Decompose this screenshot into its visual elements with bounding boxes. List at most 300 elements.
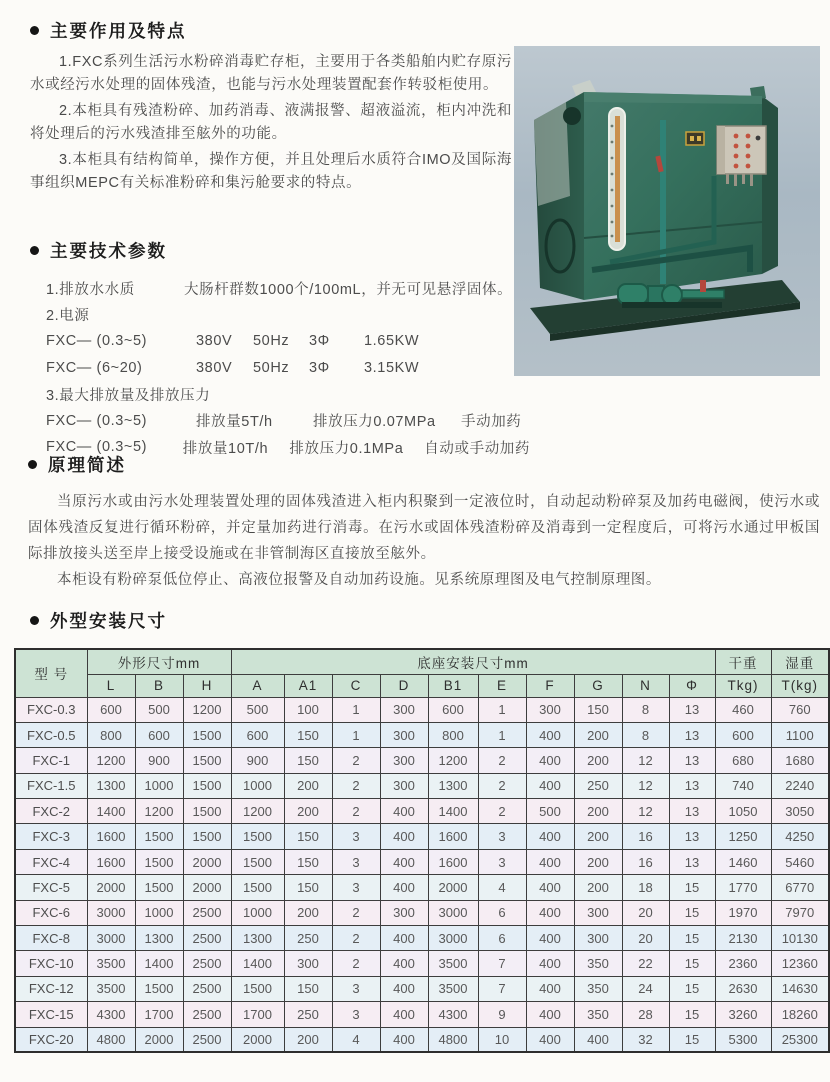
power-row [46,355,530,382]
dimension-cell: 150 [284,875,332,900]
dimension-cell: 200 [284,900,332,925]
dimension-cell: 2 [332,773,380,798]
dimension-cell: 18 [622,875,669,900]
dimension-cell: 600 [87,697,135,722]
dimension-cell: 6 [478,900,526,925]
dimension-cell: 6 [478,926,526,951]
model-code: FXC— (6~20) [46,359,143,376]
dimension-cell: 3 [332,849,380,874]
header-outer-dims: 外形尺寸mm [87,649,231,674]
dimension-cell: 1000 [135,900,183,925]
dimension-cell: 12 [622,748,669,773]
dimension-cell: 13 [669,824,715,849]
voltage-value: 380V [196,333,233,350]
dimension-cell: 2 [478,773,526,798]
header-model: 型 号 [15,649,87,697]
dimension-cell: 400 [526,1027,574,1052]
discharge-label: 3.最大排放量及排放压力 [46,387,211,404]
dimension-cell: 600 [135,722,183,747]
dimension-cell: 400 [526,849,574,874]
model-cell: FXC-20 [15,1027,87,1052]
dimension-cell: 15 [669,926,715,951]
feature-paragraph: 1.FXC系列生活污水粉碎消毒贮存柜，主要用于各类船舶内贮存原污水或经污水处理的固体残渣，也能与污水处理装置配套作转驳柜使用。 [30,54,512,93]
dimension-cell: 200 [574,748,622,773]
dimension-cell: 1400 [135,951,183,976]
water-quality-label: 1.排放水水质 [46,281,135,298]
dimension-cell: 3 [478,849,526,874]
dimension-cell: 400 [526,926,574,951]
dimension-cell: 20 [622,900,669,925]
dimension-cell: 300 [284,951,332,976]
nameplate-mark [697,136,701,141]
dimension-cell: 1400 [87,799,135,824]
dimension-cell: 12 [622,799,669,824]
dimension-cell: 200 [574,722,622,747]
bullet-icon [30,616,39,625]
dimension-cell: 2500 [183,976,231,1001]
dimension-cell: 28 [622,1002,669,1027]
dimension-cell: 4800 [87,1027,135,1052]
model-cell: FXC-2 [15,799,87,824]
feature-paragraph: 3.本柜具有结构简单，操作方便，并且处理后水质符合IMO及国际海事组织MEPC有关标准粉碎和集污舱要求的特点。 [30,152,512,191]
table-row [15,900,829,925]
dimension-cell: 13 [669,748,715,773]
dimension-cell: 2000 [135,1027,183,1052]
dimension-cell: 13 [669,722,715,747]
model-code: FXC— (0.3~5) [46,439,148,456]
dimension-cell: 300 [526,697,574,722]
flow-value: 排放量10T/h [182,440,269,457]
dimension-cell: 900 [135,748,183,773]
dimension-cell: 3500 [428,951,478,976]
dimension-cell: 250 [574,773,622,798]
dimension-cell: 2 [478,799,526,824]
dimension-cell: 460 [715,697,771,722]
dimension-cell: 10 [478,1027,526,1052]
dimension-cell: 200 [284,1027,332,1052]
subheader-F: F [526,674,574,697]
dimension-cell: 900 [231,748,284,773]
table-row [15,748,829,773]
pressure-value: 排放压力0.07MPa [313,414,436,431]
dimension-cell: 10130 [771,926,829,951]
dimension-cell: 2000 [87,875,135,900]
dimension-cell: 150 [284,976,332,1001]
model-code: FXC— (0.3~5) [46,412,148,429]
dimension-cell: 2500 [183,900,231,925]
dimension-cell: 400 [380,976,428,1001]
dimension-cell: 3 [332,1002,380,1027]
dimension-cell: 3500 [87,951,135,976]
dimension-cell: 200 [574,824,622,849]
dimension-cell: 4300 [428,1002,478,1027]
dimension-cell: 200 [284,799,332,824]
dimension-cell: 300 [574,900,622,925]
model-cell: FXC-6 [15,900,87,925]
dimension-cell: 15 [669,951,715,976]
dimension-cell: 3260 [715,1002,771,1027]
dimension-cell: 1300 [87,773,135,798]
dimension-cell: 13 [669,849,715,874]
dimension-cell: 14630 [771,976,829,1001]
dimension-cell: 3 [332,875,380,900]
dimension-cell: 8 [622,697,669,722]
dimension-cell: 250 [284,926,332,951]
dimension-cell: 1000 [231,773,284,798]
dimension-cell: 1500 [183,824,231,849]
dimension-cell: 1700 [135,1002,183,1027]
dimension-cell: 1500 [183,722,231,747]
dimension-cell: 300 [380,722,428,747]
dimension-cell: 400 [526,1002,574,1027]
model-cell: FXC-15 [15,1002,87,1027]
dimension-cell: 400 [574,1027,622,1052]
tech-title: 主要技术参数 [50,241,167,261]
table-row [15,976,829,1001]
power-value: 3.15KW [364,359,420,376]
subheader-A: A [231,674,284,697]
dimension-cell: 1500 [183,799,231,824]
dimension-cell: 1300 [428,773,478,798]
dimension-cell: 7 [478,951,526,976]
dimension-cell: 400 [526,773,574,798]
dimension-cell: 2360 [715,951,771,976]
feature-paragraph: 2.本柜具有残渣粉碎、加药消毒、液满报警、超液溢流，柜内冲洗和将处理后的污水残渣排至舷外的功能。 [30,103,512,142]
dimension-cell: 400 [380,799,428,824]
table-row [15,951,829,976]
dimensions-table [14,648,830,1053]
model-cell: FXC-0.5 [15,722,87,747]
power-label-line [46,302,530,329]
dimension-cell: 18260 [771,1002,829,1027]
dimension-cell: 2130 [715,926,771,951]
dimension-cell: 680 [715,748,771,773]
equipment-photo-svg [514,46,820,376]
water-quality-line [46,275,530,302]
dimension-cell: 2000 [428,875,478,900]
dimension-cell: 1100 [771,722,829,747]
dimension-cell: 150 [284,722,332,747]
dimension-cell: 200 [574,875,622,900]
header-base-dims: 底座安装尺寸mm [231,649,715,674]
dimension-cell: 2 [478,748,526,773]
table-row [15,697,829,722]
dimension-cell: 2000 [231,1027,284,1052]
subheader-B1: B1 [428,674,478,697]
dimension-cell: 150 [574,697,622,722]
dimension-cell: 500 [135,697,183,722]
dimension-cell: 22 [622,951,669,976]
table-row [15,1002,829,1027]
dimension-cell: 4 [478,875,526,900]
dimension-cell: 300 [380,748,428,773]
model-cell: FXC-5 [15,875,87,900]
model-cell: FXC-10 [15,951,87,976]
tech-title-row [30,238,530,263]
dimension-cell: 16 [622,824,669,849]
dimension-cell: 250 [284,1002,332,1027]
dimension-cell: 400 [380,875,428,900]
dimension-cell: 1 [332,697,380,722]
dimension-cell: 400 [380,849,428,874]
dimension-cell: 1300 [135,926,183,951]
principle-section [28,452,820,593]
subheader-E: E [478,674,526,697]
dimension-cell: 15 [669,875,715,900]
dimension-cell: 4800 [428,1027,478,1052]
table-row [15,824,829,849]
model-cell: FXC-3 [15,824,87,849]
dimension-cell: 5460 [771,849,829,874]
table-row [15,926,829,951]
dimension-cell: 500 [231,697,284,722]
subheader-B: B [135,674,183,697]
dimension-cell: 13 [669,773,715,798]
tech-section [30,238,530,461]
nameplate-mark [690,136,694,141]
dimension-cell: 1500 [135,824,183,849]
dimension-cell: 3 [332,824,380,849]
dimension-cell: 1500 [135,849,183,874]
features-title-row [30,18,512,43]
dimension-cell: 300 [574,926,622,951]
dimension-cell: 15 [669,1027,715,1052]
dimension-cell: 2 [332,951,380,976]
power-label: 2.电源 [46,308,90,325]
dimension-cell: 150 [284,824,332,849]
power-value: 1.65KW [364,333,420,350]
dimension-cell: 1200 [87,748,135,773]
phase-value: 3Φ [309,333,330,350]
dimensions-title-row [30,608,828,633]
subheader-A1: A1 [284,674,332,697]
dimension-cell: 1 [478,697,526,722]
dimension-cell: 1460 [715,849,771,874]
dimension-cell: 400 [380,951,428,976]
dimension-cell: 2630 [715,976,771,1001]
dimension-cell: 15 [669,1002,715,1027]
voltage-value: 380V [196,359,233,376]
dosing-mode: 自动或手动加药 [424,440,530,457]
principle-paragraph: 本柜设有粉碎泵低位停止、高液位报警及自动加药设施。见系统原理图及电气控制原理图。 [57,572,661,588]
header-wet-weight: 湿重 [771,649,829,674]
frequency-value: 50Hz [253,359,290,376]
dimension-cell: 740 [715,773,771,798]
dimension-cell: 1250 [715,824,771,849]
dimension-cell: 1000 [231,900,284,925]
dimension-cell: 2500 [183,951,231,976]
dimension-cell: 1770 [715,875,771,900]
pressure-value: 排放压力0.1MPa [289,440,404,457]
dimension-cell: 15 [669,900,715,925]
dimension-cell: 1600 [87,824,135,849]
bullet-icon [30,26,39,35]
dimension-cell: 300 [380,697,428,722]
dimension-cell: 2500 [183,926,231,951]
subheader-wet-kg: T(kg) [771,674,829,697]
dimension-cell: 760 [771,697,829,722]
dimension-cell: 1400 [231,951,284,976]
dimension-cell: 600 [428,697,478,722]
dimension-cell: 2500 [183,1027,231,1052]
dimension-cell: 1680 [771,748,829,773]
features-section [30,18,512,195]
table-row [15,799,829,824]
dimension-cell: 1200 [428,748,478,773]
dimension-cell: 100 [284,697,332,722]
dimension-cell: 1600 [87,849,135,874]
dimension-cell: 4250 [771,824,829,849]
dimension-cell: 1500 [231,875,284,900]
model-cell: FXC-12 [15,976,87,1001]
table-body [15,697,829,1052]
model-code: FXC— (0.3~5) [46,333,148,350]
dimension-cell: 2 [332,799,380,824]
subheader-D: D [380,674,428,697]
principle-title-row [28,452,820,477]
model-cell: FXC-1.5 [15,773,87,798]
dimension-cell: 3000 [428,900,478,925]
dimension-cell: 1300 [231,926,284,951]
frequency-value: 50Hz [253,333,290,350]
dimension-cell: 400 [526,722,574,747]
tank-right-face [762,96,778,274]
dimension-cell: 32 [622,1027,669,1052]
model-cell: FXC-1 [15,748,87,773]
dimension-cell: 2 [332,748,380,773]
dimension-cell: 1200 [135,799,183,824]
dimension-cell: 3000 [428,926,478,951]
bullet-icon [28,460,37,469]
dimension-cell: 5300 [715,1027,771,1052]
dimension-cell: 500 [526,799,574,824]
dimension-cell: 400 [380,1002,428,1027]
subheader-N: N [622,674,669,697]
dimension-cell: 6770 [771,875,829,900]
model-cell: FXC-8 [15,926,87,951]
dimension-cell: 3500 [87,976,135,1001]
discharge-label-line [46,381,530,408]
dimension-cell: 4300 [87,1002,135,1027]
dimension-cell: 300 [380,900,428,925]
dimension-cell: 16 [622,849,669,874]
subheader-H: H [183,674,231,697]
dimension-cell: 7 [478,976,526,1001]
dimension-cell: 12360 [771,951,829,976]
dimension-cell: 1970 [715,900,771,925]
power-row [46,328,530,355]
dimension-cell: 13 [669,799,715,824]
dosing-mode: 手动加药 [461,414,522,431]
dimension-cell: 400 [526,875,574,900]
dimension-cell: 150 [284,748,332,773]
dimension-cell: 1 [478,722,526,747]
dimension-cell: 2240 [771,773,829,798]
dimension-cell: 7970 [771,900,829,925]
model-cell: FXC-0.3 [15,697,87,722]
dimension-cell: 2 [332,900,380,925]
principle-paragraph: 当原污水或由污水处理装置处理的固体残渣进入柜内积聚到一定液位时，自动起动粉碎泵及加药电磁阀，使污水或固体残渣反复进行循环粉碎，并定量加药进行消毒。在污水或固体残渣粉碎及消毒到一定程度后，可将污水通过甲板国际排放接头送至岸上接受设施或在非管制海区直接放至舷外。 [28,494,820,562]
dimension-cell: 400 [526,900,574,925]
dimension-cell: 800 [87,722,135,747]
equipment-photo [514,46,820,376]
dimension-cell: 8 [622,722,669,747]
principle-title: 原理简述 [48,455,126,475]
dimension-cell: 3 [332,976,380,1001]
subheader-phi: Φ [669,674,715,697]
dimension-cell: 800 [428,722,478,747]
dimension-cell: 25300 [771,1027,829,1052]
dimension-cell: 200 [574,799,622,824]
dimension-cell: 400 [526,824,574,849]
dimension-cell: 350 [574,976,622,1001]
dimension-cell: 3050 [771,799,829,824]
water-quality-value: 大肠杆群数1000个/100mL，并无可见悬浮固体。 [184,281,513,298]
flow-value: 排放量5T/h [196,414,273,431]
table-row [15,773,829,798]
dimension-cell: 2000 [183,849,231,874]
nameplate [686,132,704,145]
dimension-cell: 3000 [87,926,135,951]
bullet-icon [30,246,39,255]
dimensions-title: 外型安装尺寸 [50,611,167,631]
dimension-cell: 1500 [183,748,231,773]
dimension-cell: 300 [380,773,428,798]
tech-body [30,275,530,461]
dimension-cell: 200 [284,773,332,798]
table-header [15,649,829,697]
dimension-cell: 3 [478,824,526,849]
dimension-cell: 1600 [428,849,478,874]
dimension-cell: 1500 [231,976,284,1001]
header-dry-weight: 干重 [715,649,771,674]
subheader-dry-kg: Tkg) [715,674,771,697]
table-row [15,1027,829,1052]
subheader-C: C [332,674,380,697]
subheader-G: G [574,674,622,697]
dimension-cell: 1400 [428,799,478,824]
level-gauge-tube [615,116,620,242]
dimension-cell: 400 [380,1027,428,1052]
dimension-cell: 350 [574,951,622,976]
dimension-cell: 9 [478,1002,526,1027]
dimension-cell: 350 [574,1002,622,1027]
dimension-cell: 150 [284,849,332,874]
dimension-cell: 1500 [135,875,183,900]
dimension-cell: 13 [669,697,715,722]
dimension-cell: 4 [332,1027,380,1052]
dimension-cell: 400 [380,926,428,951]
dimension-cell: 1 [332,722,380,747]
dimension-cell: 1500 [231,824,284,849]
dimension-cell: 1500 [183,773,231,798]
dimension-cell: 15 [669,976,715,1001]
dimension-cell: 1500 [231,849,284,874]
dimension-cell: 400 [526,976,574,1001]
dimension-cell: 1000 [135,773,183,798]
discharge-row [46,408,530,435]
dimension-cell: 400 [380,824,428,849]
dimension-cell: 12 [622,773,669,798]
dimension-cell: 1200 [231,799,284,824]
dimension-cell: 2 [332,926,380,951]
dimension-cell: 400 [526,748,574,773]
table-row [15,875,829,900]
dimensions-section [14,608,828,1053]
model-cell: FXC-4 [15,849,87,874]
dimension-cell: 2000 [183,875,231,900]
subheader-L: L [87,674,135,697]
